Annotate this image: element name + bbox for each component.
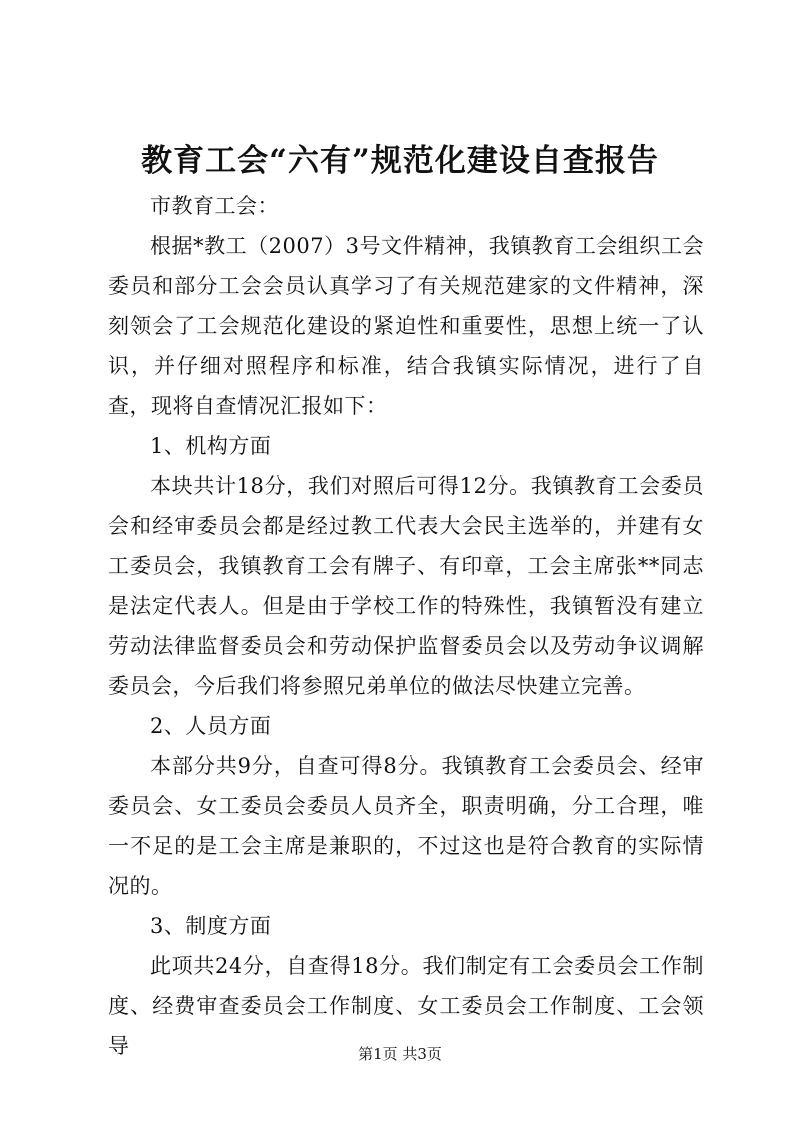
section-heading-2: 2、人员方面 [150, 714, 272, 738]
document-title: 教育工会“六有”规范化建设自查报告 [141, 143, 659, 179]
paragraph-intro: 根据*教工（2007）3号文件精神，我镇教育工会组织工会委员和部分工会会员认真学习了有关规范建家的文件精神，深刻领会了工会规范化建设的紧迫性和重要性，思想上统一了认识，并仔细对照程序和标准，结合我镇实际情况，进行了自查，现将自查情况汇报如下： [108, 234, 704, 418]
paragraph-section-3: 此项共24分，自查得18分。我们制定有工会委员会工作制度、经费审查委员会工作制度、女工委员会工作制度、工会领导 [108, 954, 704, 1058]
salutation: 市教育工会： [150, 194, 279, 218]
document-body [108, 186, 704, 1066]
paragraph-section-1: 本块共计18分，我们对照后可得12分。我镇教育工会委员会和经审委员会都是经过教工代表大会民主选举的，并建有女工委员会，我镇教育工会有牌子、有印章，工会主席张**同志是法定代表人。但是由于学校工作的特殊性，我镇暂没有建立劳动法律监督委员会和劳动保护监督委员会以及劳动争议调解委员会，今后我们将参照兄弟单位的做法尽快建立完善。 [108, 474, 704, 698]
page-number-footer: 第1页 共3页 [358, 1045, 442, 1063]
section-heading-1: 1、机构方面 [150, 434, 272, 458]
paragraph-section-2: 本部分共9分，自查可得8分。我镇教育工会委员会、经审委员会、女工委员会委员人员齐全，职责明确，分工合理，唯一不足的是工会主席是兼职的，不过这也是符合教育的实际情况的。 [108, 754, 704, 898]
section-heading-3: 3、制度方面 [150, 914, 272, 938]
